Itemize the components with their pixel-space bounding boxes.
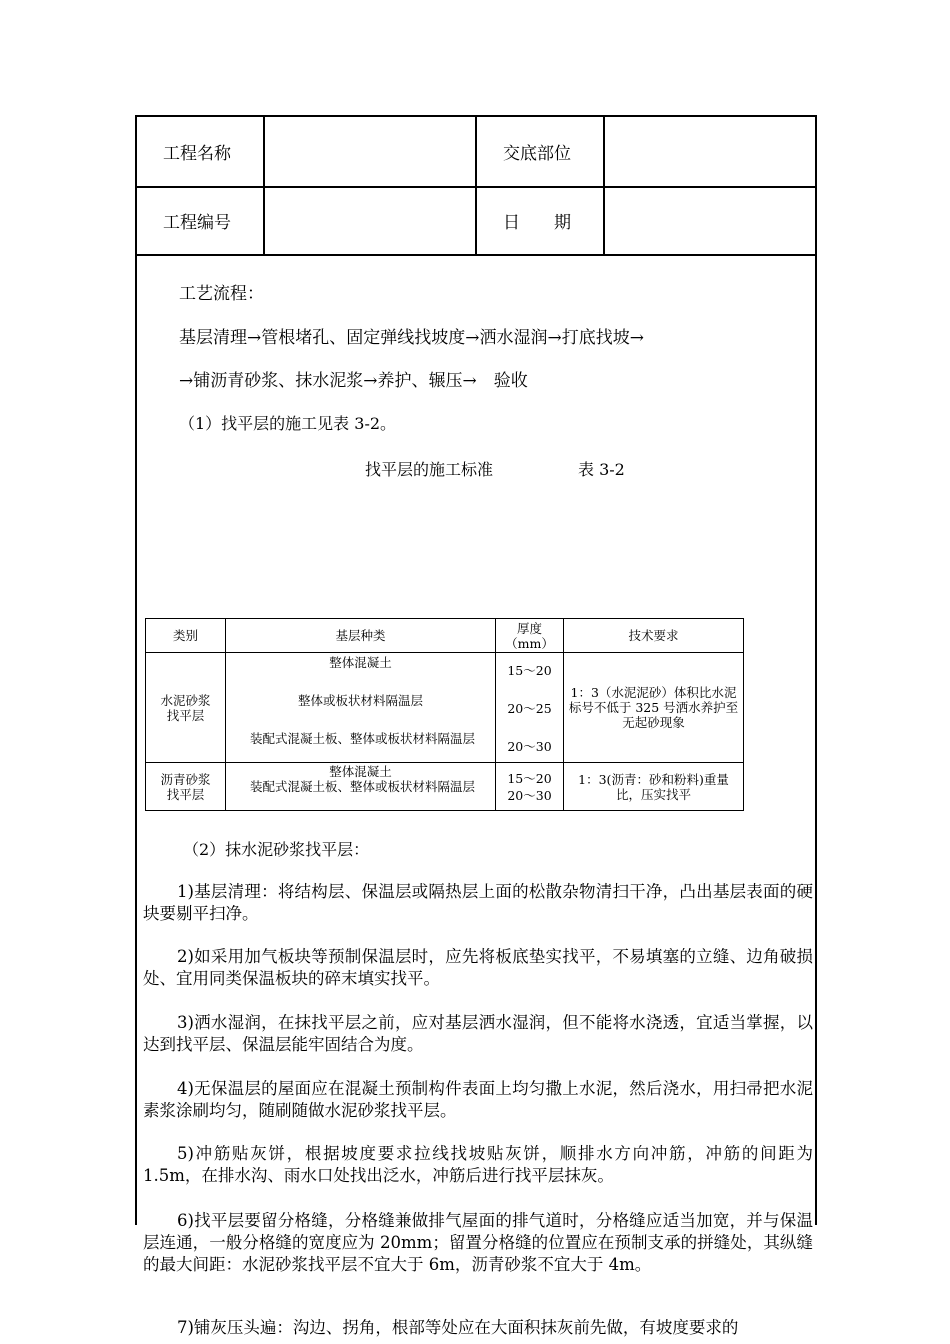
thickness-item: 20～25 [507, 701, 552, 716]
base-type-item: 整体混凝土 [329, 764, 392, 779]
section-2-heading: （2）抹水泥砂浆找平层： [183, 840, 370, 859]
row-requirement [564, 653, 744, 763]
table-number: 表 3-2 [578, 460, 625, 479]
row-thickness [496, 653, 564, 763]
location-label: 交底部位 [503, 144, 571, 164]
step-paragraph: 6)找平层要留分格缝，分格缝兼做排气屋面的排气道时，分格缝应适当加宽，并与保温层连通，一般分格缝的宽度应为 20mm；留置分格缝的位置应在预制支承的拼缝处，其纵缝的最大间距：水泥砂浆找平层不宜大于 6m，沥青砂浆不宜大于 4m。 [143, 1211, 813, 1274]
row-category-text: 水泥砂浆找平层 [160, 692, 211, 723]
step-paragraph: 5)冲筋贴灰饼，根据坡度要求拉线找坡贴灰饼，顺排水方向冲筋，冲筋的间距为 1.5m，在排水沟、雨水口处找出泛水，冲筋后进行找平层抹灰。 [143, 1144, 813, 1185]
step-paragraph: 4)无保温层的屋面应在混凝土预制构件表面上均匀撒上水泥，然后浇水，用扫帚把水泥素浆涂刷均匀，随刷随做水泥砂浆找平层。 [143, 1079, 813, 1120]
row-category-text: 沥青砂浆找平层 [160, 771, 211, 802]
row-base-types [226, 653, 496, 763]
grid-line [137, 186, 815, 188]
thickness-item: 20～30 [507, 739, 552, 754]
header-grid [137, 117, 815, 256]
process-flow-line-1: 基层清理→管根堵孔、固定弹线找坡度→洒水湿润→打底找坡→ [179, 328, 644, 348]
row-category [146, 653, 226, 763]
thickness-item: 15～20 [507, 663, 552, 678]
row-category [146, 763, 226, 811]
thickness-item: 20～30 [507, 788, 552, 803]
table-caption: 找平层的施工标准 [365, 460, 494, 479]
date-label: 日 期 [503, 213, 571, 233]
base-type-item: 整体或板状材料隔温层 [297, 693, 423, 708]
col-header-thickness: 厚度（mm） [496, 619, 564, 653]
disclosure-sheet [135, 115, 817, 1337]
base-type-item: 整体混凝土 [329, 655, 392, 670]
process-flow-line-2: →铺沥青砂浆、抹水泥浆→养护、辗压→ 验收 [179, 371, 528, 391]
step-paragraph: 3)洒水湿润，在抹找平层之前，应对基层洒水湿润，但不能将水浇透，宜适当掌握，以达到找平层、保温层能牢固结合为度。 [143, 1013, 813, 1054]
construction-standard-table [145, 618, 744, 811]
step-paragraph: 7)铺灰压头遍：沟边、拐角，根部等处应在大面积抹灰前先做，有坡度要求的 [177, 1318, 739, 1337]
row-thickness [496, 763, 564, 811]
table-reference-note: （1）找平层的施工见表 3-2。 [179, 414, 397, 433]
col-header-category: 类别 [146, 619, 226, 653]
row-base-types [226, 763, 496, 811]
row-requirement-text: 1：3(沥青：砂和粉料)重量比，压实找平 [578, 771, 729, 802]
step-paragraph: 1)基层清理：将结构层、保温层或隔热层上面的松散杂物清扫干净，凸出基层表面的硬块要剔平扫净。 [143, 882, 813, 923]
row-requirement [564, 763, 744, 811]
row-requirement-text: 1：3（水泥泥砂）体积比水泥标号不低于 325 号洒水养护至无起砂现象 [568, 685, 739, 730]
project-name-label: 工程名称 [163, 144, 231, 164]
project-no-label: 工程编号 [163, 213, 231, 233]
step-paragraph: 2)如采用加气板块等预制保温层时，应先将板底垫实找平，不易填塞的立缝、边角破损处、宜用同类保温板块的碎末填实找平。 [143, 947, 813, 988]
col-header-base-type: 基层种类 [226, 619, 496, 653]
base-type-item: 装配式混凝土板、整体或板状材料隔温层 [249, 731, 475, 746]
thickness-item: 15～20 [507, 771, 552, 786]
col-header-requirement: 技术要求 [564, 619, 744, 653]
base-type-item: 装配式混凝土板、整体或板状材料隔温层 [249, 779, 475, 794]
process-heading: 工艺流程： [179, 284, 264, 304]
grid-line [137, 254, 815, 256]
